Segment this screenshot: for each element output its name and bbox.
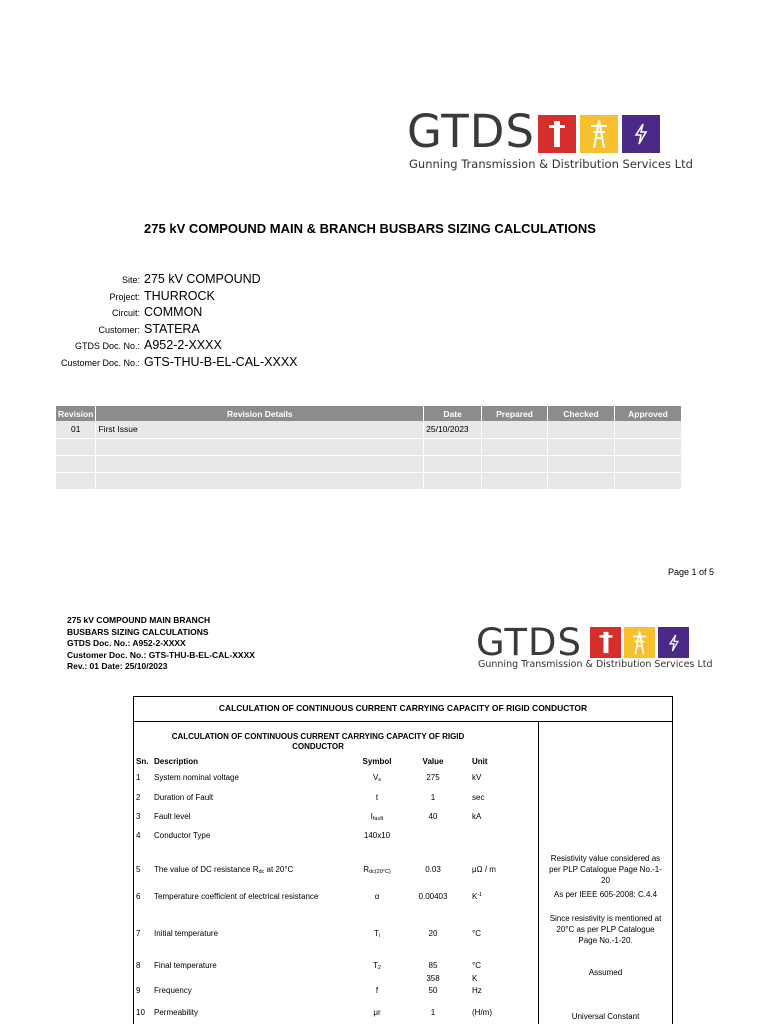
row-sn: 2 (136, 793, 141, 802)
info-value: A952-2-XXXX (144, 338, 222, 353)
revision-table (56, 406, 682, 490)
table-cell (424, 472, 482, 489)
info-value: STATERA (144, 321, 200, 336)
row-symbol: t (375, 793, 379, 802)
header-line: BUSBARS SIZING CALCULATIONS (67, 626, 209, 637)
table-cell (96, 438, 424, 455)
row-description: Final temperature (154, 961, 217, 970)
row-unit: Hz (472, 986, 482, 995)
row-sn: 7 (136, 929, 141, 938)
row-value: 0.03 (425, 865, 441, 874)
symbol-subscript: i (378, 933, 381, 939)
table-row (56, 438, 682, 455)
table-cell (548, 472, 615, 489)
row-symbol (352, 812, 402, 822)
logo-icons (538, 115, 664, 153)
row-value: 20 (428, 929, 438, 938)
table-row (56, 472, 682, 489)
company-logo (397, 104, 693, 184)
remark-row-6 (539, 889, 672, 900)
row-description: Conductor Type (154, 831, 211, 840)
logo-icons (590, 627, 692, 658)
info-value: COMMON (144, 305, 203, 320)
row-symbol: μr (373, 1008, 381, 1017)
row-symbol: α (374, 892, 380, 901)
remark-line: Assumed (588, 968, 623, 977)
row-sn: 9 (136, 986, 141, 995)
unit-main: K (472, 892, 478, 901)
column-header-details: Revision Details (96, 406, 424, 421)
calculation-table (133, 696, 673, 1024)
row-unit (472, 892, 482, 901)
row-symbol: f (375, 986, 379, 995)
page-header (67, 615, 255, 673)
column-header-revision: Revision (56, 406, 96, 421)
row-unit: kA (472, 812, 482, 821)
table-cell (482, 421, 548, 438)
remark-line: Resistivity value considered as (550, 854, 661, 863)
table-cell: 25/10/2023 (424, 421, 482, 438)
row-unit: °C (472, 961, 481, 970)
table-cell (96, 455, 424, 472)
row-value: 50 (428, 986, 438, 995)
logo-tagline: Gunning Transmission & Distribution Services Ltd (478, 659, 713, 670)
row-symbol: 140x10 (363, 831, 391, 840)
remark-row-7 (539, 913, 672, 946)
remark-line: 20°C as per PLP Catalogue (556, 925, 655, 934)
unit-superscript: -1 (477, 892, 483, 898)
row-symbol (352, 929, 402, 939)
info-row-customer-doc (20, 355, 298, 372)
row-unit: kV (472, 773, 482, 782)
table-cell (482, 455, 548, 472)
remark-line: Universal Constant (571, 1012, 640, 1021)
document-info (20, 272, 298, 372)
row-unit-kelvin: K (472, 974, 478, 983)
table-cell (548, 421, 615, 438)
table-cell (615, 472, 682, 489)
table-cell (56, 472, 96, 489)
pylon-icon (580, 115, 618, 153)
tower-icon (590, 627, 621, 658)
remark-line: As per IEEE 605-2008: C.4.4 (553, 890, 658, 899)
column-header-date: Date (424, 406, 482, 421)
pylon-icon (624, 627, 655, 658)
row-value: 40 (428, 812, 438, 821)
column-header-sn: Sn. (136, 757, 149, 766)
row-description: Duration of Fault (154, 793, 214, 802)
description-subscript: dc (258, 869, 265, 875)
row-symbol (352, 773, 402, 783)
symbol-main: V (372, 773, 379, 782)
table-cell (548, 438, 615, 455)
tower-icon (538, 115, 576, 153)
info-row-project (20, 289, 298, 306)
row-sn: 5 (136, 865, 141, 874)
row-description: Temperature coefficient of electrical resistance (154, 892, 319, 901)
header-line: Rev.: 01 Date: 25/10/2023 (67, 661, 168, 671)
document-title: 275 kV COMPOUND MAIN & BRANCH BUSBARS SIZING CALCULATIONS (144, 221, 596, 236)
symbol-main: T (373, 961, 378, 970)
column-header-checked: Checked (548, 406, 615, 421)
column-header-description: Description (154, 757, 199, 766)
row-value: 275 (426, 773, 440, 782)
info-label: Circuit: (111, 308, 140, 319)
row-description: Permeability (154, 1008, 199, 1017)
info-label: Site: (121, 275, 140, 285)
row-symbol (352, 961, 402, 971)
calculation-subheading (168, 732, 468, 752)
info-row-circuit (20, 305, 298, 322)
column-header-approved: Approved (615, 406, 682, 421)
symbol-main: R (363, 865, 369, 874)
table-cell: First Issue (96, 421, 424, 438)
subheading-line: CALCULATION OF CONTINUOUS CURRENT CARRYING CAPACITY OF RIGID (171, 732, 465, 741)
header-line: Customer Doc. No.: GTS-THU-B-EL-CAL-XXXX (67, 649, 255, 660)
symbol-main: I (370, 812, 373, 821)
row-value: 0.00403 (418, 892, 448, 901)
row-value: 85 (428, 961, 438, 970)
row-unit: °C (472, 929, 481, 938)
row-description: System nominal voltage (154, 773, 239, 782)
remark-row-8 (539, 967, 672, 978)
table-cell (56, 455, 96, 472)
symbol-subscript: 2 (377, 965, 381, 971)
table-row (56, 455, 682, 472)
description-tail: at 20°C (264, 865, 294, 874)
header-line: GTDS Doc. No.: A952-2-XXXX (67, 638, 186, 648)
row-sn: 6 (136, 892, 141, 901)
table-cell (482, 472, 548, 489)
table-cell (548, 455, 615, 472)
symbol-subscript: dc(20°C) (369, 869, 391, 875)
page-number: Page 1 of 5 (668, 567, 715, 577)
row-value: 1 (430, 793, 436, 802)
row-sn: 3 (136, 812, 141, 821)
calculation-heading: CALCULATION OF CONTINUOUS CURRENT CARRYING CAPACITY OF RIGID CONDUCTOR (134, 697, 672, 722)
description-text: The value of DC resistance R (154, 865, 259, 874)
table-cell: 01 (56, 421, 96, 438)
lightning-icon (658, 627, 689, 658)
row-value: 1 (430, 1008, 436, 1017)
info-value: 275 kV COMPOUND (144, 272, 261, 286)
info-label: GTDS Doc. No.: (74, 341, 140, 352)
row-description (154, 865, 293, 875)
row-sn: 1 (136, 773, 141, 782)
row-description: Fault level (154, 812, 191, 821)
info-label: Customer Doc. No.: (60, 357, 140, 368)
subheading-line: CONDUCTOR (292, 742, 344, 751)
info-label: Project: (109, 291, 140, 302)
row-value-kelvin: 358 (426, 974, 440, 983)
row-unit: μΩ / m (472, 865, 496, 874)
table-cell (615, 455, 682, 472)
row-description: Frequency (154, 986, 192, 995)
symbol-main: T (373, 929, 379, 938)
table-row (56, 421, 682, 438)
info-row-customer (20, 322, 298, 339)
calculation-body (134, 722, 672, 1024)
info-row-site (20, 272, 298, 289)
lightning-icon (622, 115, 660, 153)
row-sn: 4 (136, 831, 141, 840)
remark-line: Since resistivity is mentioned at (549, 914, 662, 923)
info-value: GTS-THU-B-EL-CAL-XXXX (144, 354, 298, 369)
info-label: Customer: (98, 324, 140, 335)
remark-line: Page No.-1-20. (578, 936, 633, 945)
remark-line: per PLP Catalogue Page No.-1- (549, 865, 662, 874)
table-cell (56, 438, 96, 455)
column-header-prepared: Prepared (482, 406, 548, 421)
column-header-unit: Unit (472, 757, 488, 766)
table-cell (424, 438, 482, 455)
symbol-subscript: s (378, 777, 382, 783)
remark-line: 20 (601, 876, 610, 885)
row-unit: sec (472, 793, 485, 802)
row-sn: 10 (136, 1008, 145, 1017)
symbol-subscript: fault (372, 816, 384, 822)
table-cell (615, 438, 682, 455)
logo-tagline: Gunning Transmission & Distribution Services Ltd (409, 157, 693, 171)
remark-row-5 (539, 853, 672, 886)
revision-table-header (56, 406, 682, 421)
column-header-value: Value (422, 757, 444, 766)
logo-brand-text: GTDS (407, 105, 535, 158)
column-header-symbol: Symbol (362, 757, 392, 766)
logo-brand-text: GTDS (476, 621, 582, 664)
row-symbol (352, 865, 402, 875)
row-sn: 8 (136, 961, 141, 970)
row-unit: (H/m) (472, 1008, 492, 1017)
table-cell (424, 455, 482, 472)
row-description: Initial temperature (154, 929, 219, 938)
info-row-gtds-doc (20, 338, 298, 355)
table-cell (96, 472, 424, 489)
table-cell (615, 421, 682, 438)
header-line: 275 kV COMPOUND MAIN BRANCH (67, 615, 211, 625)
remark-row-10 (539, 1011, 672, 1022)
info-value: THURROCK (144, 288, 215, 303)
company-logo (470, 617, 713, 675)
table-cell (482, 438, 548, 455)
